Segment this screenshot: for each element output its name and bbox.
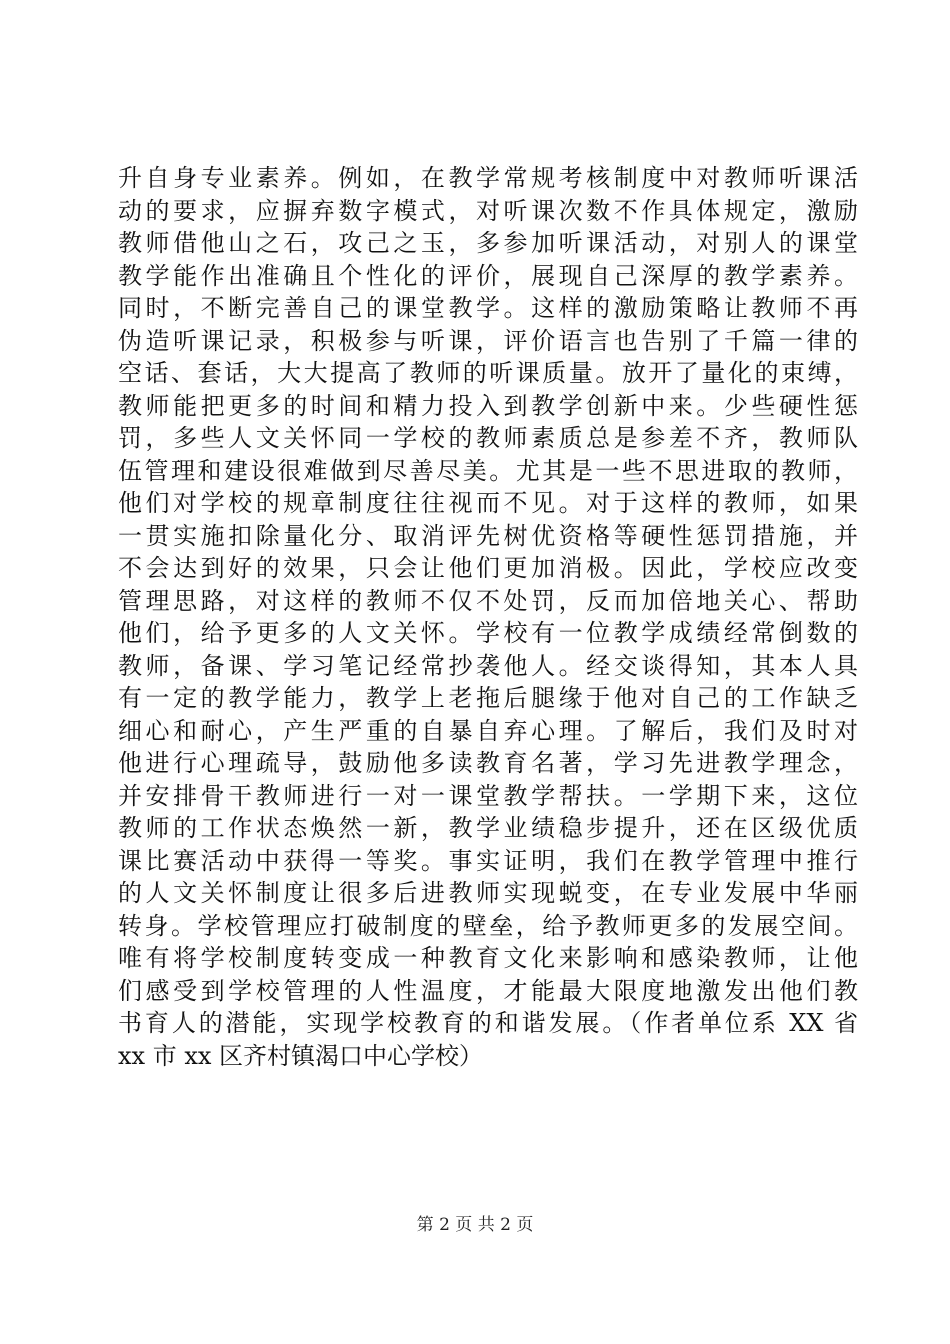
text-line: 有一定的教学能力，教学上老拖后腿缘于他对自己的工作缺乏: [118, 684, 858, 712]
text-line: 伍管理和建设很难做到尽善尽美。尤其是一些不思进取的教师，: [118, 456, 858, 485]
text-line: 细心和耐心，产生严重的自暴自弃心理。了解后，我们及时对: [118, 716, 858, 745]
text-line: 动的要求，应摒弃数字模式，对听课次数不作具体规定，激励: [118, 196, 858, 225]
text-line: 并安排骨干教师进行一对一课堂教学帮扶。一学期下来，这位: [118, 781, 858, 810]
text-line: 不会达到好的效果，只会让他们更加消极。因此，学校应改变: [118, 554, 858, 582]
text-line: 他们，给予更多的人文关怀。学校有一位教学成绩经常倒数的: [118, 619, 858, 647]
text-line: 伪造听课记录，积极参与听课，评价语言也告别了千篇一律的: [118, 326, 858, 355]
text-line: 一贯实施扣除量化分、取消评先树优资格等硬性惩罚措施，并: [118, 521, 858, 550]
text-line: 罚，多些人文关怀同一学校的教师素质总是参差不齐，教师队: [118, 424, 858, 452]
text-line: 同时，不断完善自己的课堂教学。这样的激励策略让教师不再: [118, 294, 858, 322]
text-line: 管理思路，对这样的教师不仅不处罚，反而加倍地关心、帮助: [118, 586, 858, 615]
text-line: 转身。学校管理应打破制度的壁垒，给予教师更多的发展空间。: [118, 911, 858, 940]
text-line: 唯有将学校制度转变成一种教育文化来影响和感染教师，让他: [118, 944, 858, 972]
text-line: 书育人的潜能，实现学校教育的和谐发展。（作者单位系 XX 省: [118, 1009, 858, 1037]
text-line: 他们对学校的规章制度往往视而不见。对于这样的教师，如果: [118, 489, 858, 517]
text-line: 他进行心理疏导，鼓励他多读教育名著，学习先进教学理念，: [118, 749, 858, 777]
text-line: 们感受到学校管理的人性温度，才能最大限度地激发出他们教: [118, 976, 858, 1005]
text-line: 的人文关怀制度让很多后进教师实现蜕变，在专业发展中华丽: [118, 879, 858, 907]
text-line: 升自身专业素养。例如，在教学常规考核制度中对教师听课活: [118, 164, 858, 192]
text-line: 教师借他山之石，攻己之玉，多参加听课活动，对别人的课堂: [118, 229, 858, 257]
body-text: [118, 162, 858, 1072]
text-line: 课比赛活动中获得一等奖。事实证明，我们在教学管理中推行: [118, 846, 858, 875]
text-line: 空话、套话，大大提高了教师的听课质量。放开了量化的束缚，: [118, 359, 858, 387]
text-line: 教学能作出准确且个性化的评价，展现自己深厚的教学素养。: [118, 261, 858, 290]
text-line: xx 市 xx 区齐村镇渴口中心学校）: [118, 1041, 484, 1070]
text-line: 教师的工作状态焕然一新，教学业绩稳步提升，还在区级优质: [118, 814, 858, 842]
text-line: 教师能把更多的时间和精力投入到教学创新中来。少些硬性惩: [118, 391, 858, 420]
text-line: 教师，备课、学习笔记经常抄袭他人。经交谈得知，其本人具: [118, 651, 858, 680]
page-footer: 第 2 页 共 2 页: [416, 1215, 534, 1235]
